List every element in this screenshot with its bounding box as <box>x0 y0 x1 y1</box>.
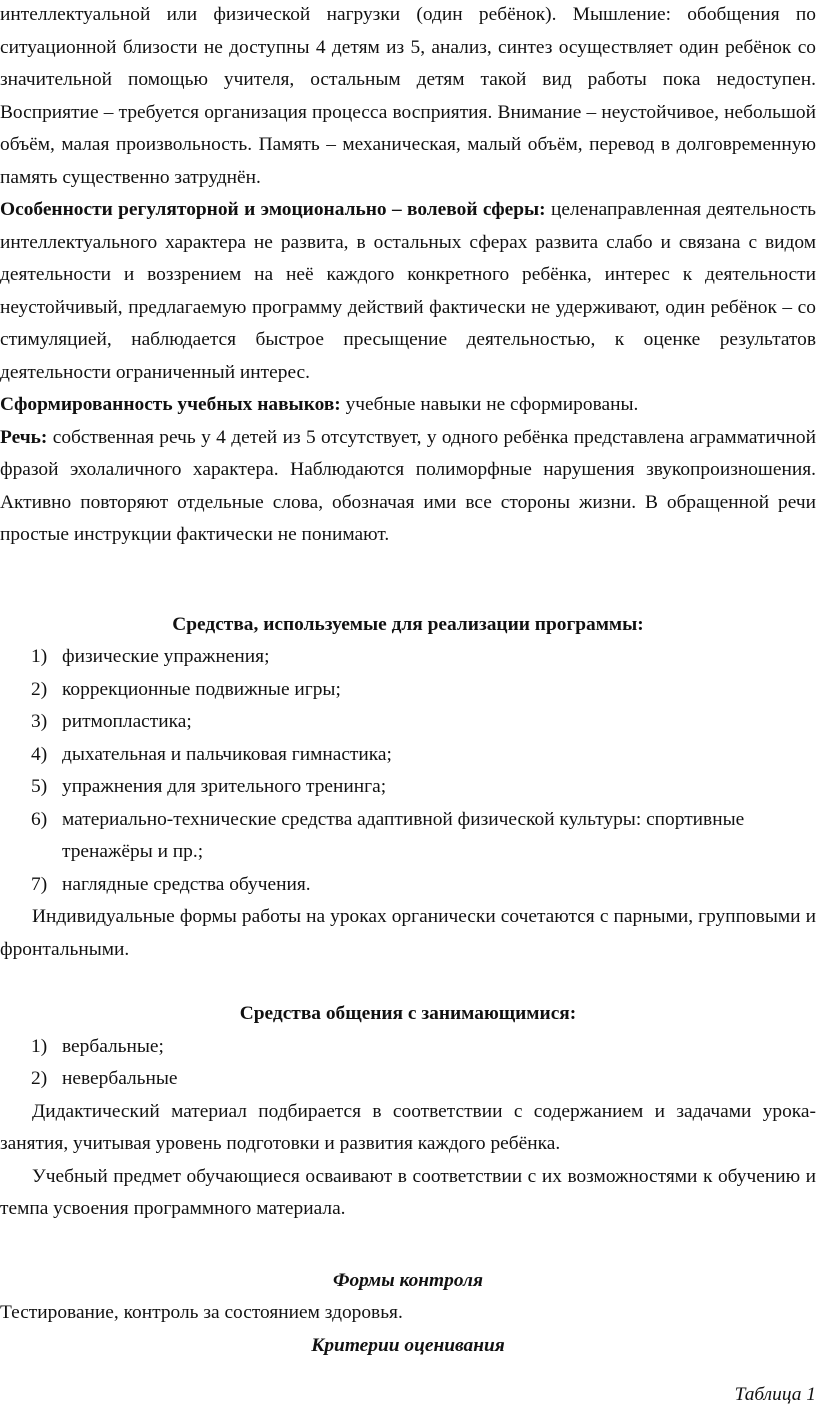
list-item: 3) ритмопластика; <box>31 711 192 732</box>
regulatory-text: целенаправленная деятельность интеллектуального характера не развита, в остальных сферах развита слабо и связана с видом деятельности и воззрением на неё каждого конкретного ребёнка, интерес к деятельности неустойчивый, предлагаемую программу действий фактически не удерживают, один ребёнок – со стимуляцией, наблюдается быстрое пресыщение деятельностью, к оценке результатов деятельности ограниченный интерес. <box>0 199 816 383</box>
forms-paragraph: Индивидуальные формы работы на уроках органически сочетаются с парными, групповыми и фронтальными. <box>0 906 816 960</box>
speech-text: собственная речь у 4 детей из 5 отсутствует, у одного ребёнка представлена аграмматичной фразой эхолаличного характера. Наблюдаются полиморфные нарушения звукопроизношения. Активно повторяют отдельные слова, обозначая ими все стороны жизни. В обращенной речи простые инструкции фактически не понимают. <box>0 426 816 545</box>
list-item: 2) невербальные <box>31 1068 178 1089</box>
control-heading: Формы контроля <box>333 1269 483 1291</box>
skills-paragraph <box>0 389 816 422</box>
regulatory-paragraph <box>0 194 816 389</box>
table-label: Таблица 1 <box>734 1384 816 1405</box>
means-heading: Средства, используемые для реализации программы: <box>172 613 644 635</box>
didactic-paragraph: Дидактический материал подбирается в соответствии с содержанием и задачами урока-занятия, учитывая уровень подготовки и развития каждого ребёнка. <box>0 1100 816 1154</box>
list-item: 2) коррекционные подвижные игры; <box>31 678 341 700</box>
list-item: 1) вербальные; <box>31 1035 164 1057</box>
communication-heading: Средства общения с занимающимися: <box>239 1003 577 1024</box>
criteria-heading: Критерии оценивания <box>311 1334 505 1356</box>
control-text: Тестирование, контроль за состоянием здоровья. <box>0 1302 403 1323</box>
list-item: 6) материально-технические средства адаптивной физической культуры: спортивные тренажёры и пр.; <box>31 808 745 862</box>
communication-list <box>0 1031 816 1096</box>
speech-label: Речь: <box>0 426 48 448</box>
means-list <box>0 641 816 901</box>
cognitive-paragraph: интеллектуальной или физической нагрузки (один ребёнок). Мышление: обобщения по ситуационной близости не доступны 4 детям из 5, анализ, синтез осуществляет один ребёнок со значительной помощью учителя, остальным детям такой вид работы пока недоступен. Восприятие – требуется организация процесса восприятия. Внимание – неустойчивое, небольшой объём, малая произвольность. Память – механическая, малый объём, перевод в долговременную память существенно затруднён. <box>0 4 816 188</box>
skills-text: учебные навыки не сформированы. <box>340 394 639 415</box>
regulatory-label: Особенности регуляторной и эмоционально – волевой сферы: <box>0 199 546 220</box>
skills-label: Сформированность учебных навыков: <box>0 394 341 415</box>
subject-paragraph: Учебный предмет обучающиеся осваивают в соответствии с их возможностями к обучению и темпа усвоения программного материала. <box>0 1165 816 1219</box>
list-item: 7) наглядные средства обучения. <box>31 873 311 895</box>
list-item: 4) дыхательная и пальчиковая гимнастика; <box>31 743 392 765</box>
list-item: 5) упражнения для зрительного тренинга; <box>31 776 387 797</box>
list-item: 1) физические упражнения; <box>31 646 270 667</box>
speech-paragraph <box>0 422 816 552</box>
